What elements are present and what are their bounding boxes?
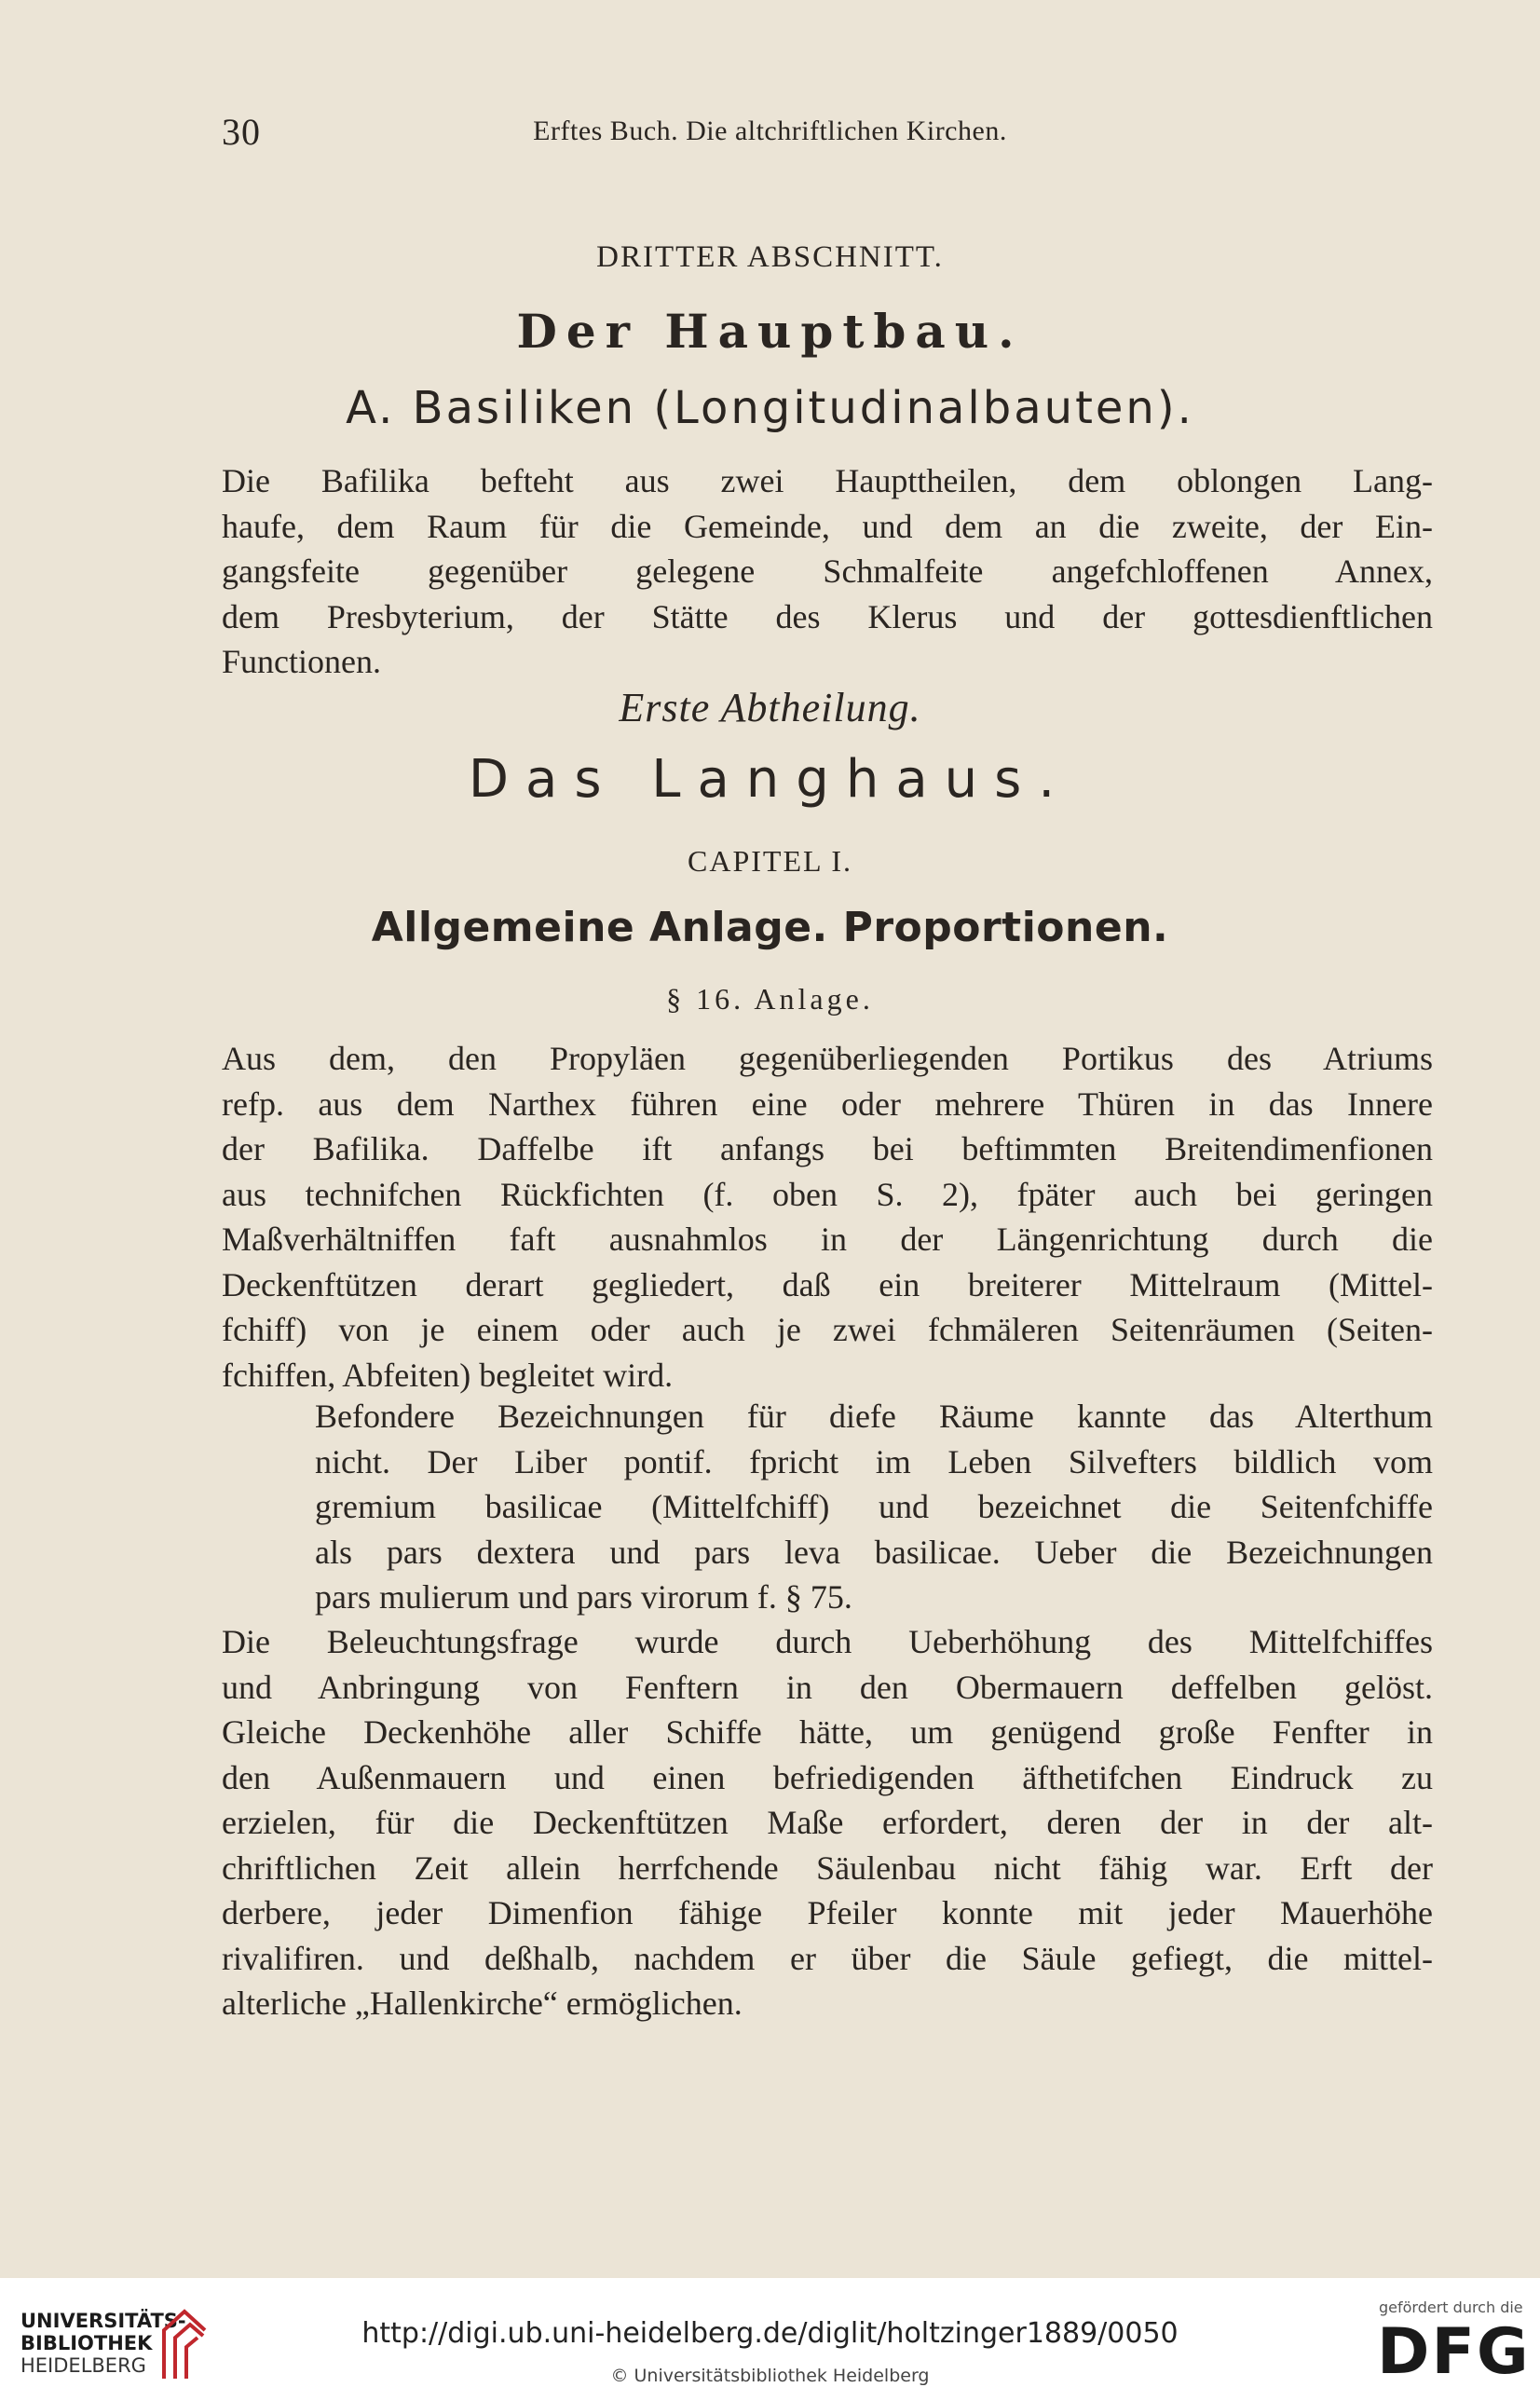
- text-line: derbere, jeder Dimenfion fähige Pfeiler konnte mit jeder Mauerhöhe: [222, 1894, 1433, 1931]
- text-line: Functionen.: [222, 643, 381, 680]
- funded-by-label: gefördert durch die: [1379, 2299, 1523, 2316]
- text-line: erzielen, für die Deckenftützen Maße erfordert, deren der in der alt-: [222, 1804, 1433, 1841]
- text-line: nicht. Der Liber pontif. fpricht im Leben Silvefters bildlich vom: [315, 1442, 1433, 1480]
- text-line: der Bafilika. Daffelbe ift anfangs bei beftimmten Breitendimenfionen: [222, 1130, 1433, 1167]
- running-head: Erftes Buch. Die altchriftlichen Kirchen.: [533, 116, 1007, 146]
- text-line: haufe, dem Raum für die Gemeinde, und dem an die zweite, der Ein-: [222, 507, 1433, 545]
- paragraph-heading: § 16. Anlage.: [666, 982, 874, 1016]
- text-line: gremium basilicae (Mittelfchiff) und bezeichnet die Seitenfchiffe: [315, 1488, 1433, 1525]
- text-line: pars mulierum und pars virorum f. § 75.: [315, 1578, 852, 1616]
- text-line: Befondere Bezeichnungen für diefe Räume kannte das Alterthum: [315, 1398, 1433, 1435]
- text-line: als pars dextera und pars leva basilicae. Ueber die Bezeichnungen: [315, 1533, 1433, 1571]
- paragraph-3: [222, 1619, 1433, 2026]
- text-line: Die Bafilika befteht aus zwei Haupttheilen, dem oblongen Lang-: [222, 462, 1433, 499]
- text-line: und Anbringung von Fenftern in den Obermauern deffelben gelöst.: [222, 1668, 1433, 1706]
- sub-title: A. Basiliken (Longitudinalbauten).: [346, 382, 1194, 434]
- chapter-title: Allgemeine Anlage. Proportionen.: [371, 904, 1169, 951]
- text-line: Maßverhältniffen faft ausnahmlos in der Längenrichtung durch die: [222, 1221, 1433, 1258]
- text-line: Deckenftützen derart gegliedert, daß ein breiterer Mittelraum (Mittel-: [222, 1265, 1433, 1303]
- text-line: fchiff) von je einem oder auch je zwei fchmäleren Seitenräumen (Seiten-: [222, 1311, 1433, 1348]
- paragraph-2: [315, 1394, 1433, 1620]
- library-name-line2: BIBLIOTHEK: [20, 2332, 153, 2354]
- text-line: fchiffen, Abfeiten) begleitet wird.: [222, 1356, 674, 1394]
- text-line: alterliche „Hallenkirche“ ermöglichen.: [222, 1985, 743, 2022]
- text-line: Gleiche Deckenhöhe aller Schiffe hätte, um genügend große Fenfter in: [222, 1713, 1433, 1751]
- intro-paragraph: [222, 458, 1433, 685]
- text-line: refp. aus dem Narthex führen eine oder mehrere Thüren in das Innere: [222, 1085, 1433, 1123]
- dfg-logo: DFG: [1377, 2315, 1531, 2389]
- paragraph-1: [222, 1036, 1433, 1398]
- page-number: 30: [222, 111, 261, 153]
- text-line: aus technifchen Rückfichten (f. oben S. 2), fpäter auch bei geringen: [222, 1175, 1433, 1213]
- text-line: gangsfeite gegenüber gelegene Schmalfeite angefchloffenen Annex,: [222, 553, 1433, 590]
- chapter-label: CAPITEL I.: [687, 844, 852, 878]
- division-title: Das Langhaus.: [468, 749, 1072, 810]
- text-line: chriftlichen Zeit allein herrfchende Säulenbau nicht fähig war. Erft der: [222, 1848, 1433, 1887]
- text-line: rivalifiren. und deßhalb, nachdem er über die Säule gefiegt, die mittel-: [222, 1939, 1433, 1977]
- text-line: den Außenmauern und einen befriedigenden äfthetifchen Eindruck zu: [222, 1758, 1433, 1796]
- text-line: Aus dem, den Propyläen gegenüberliegenden Portikus des Atriums: [222, 1040, 1433, 1077]
- division-label: Erste Abtheilung.: [619, 685, 921, 730]
- main-title: Der Hauptbau.: [516, 304, 1024, 359]
- digitization-footer: [0, 2278, 1540, 2401]
- copyright-notice: © Universitätsbibliothek Heidelberg: [610, 2366, 930, 2386]
- library-name-line3: HEIDELBERG: [20, 2354, 146, 2377]
- section-label: DRITTER ABSCHNITT.: [596, 240, 944, 274]
- page-header: [0, 110, 1540, 157]
- text-line: dem Presbyterium, der Stätte des Klerus und der gottesdienftlichen: [222, 597, 1433, 635]
- text-line: Die Beleuchtungsfrage wurde durch Ueberhöhung des Mittelfchiffes: [222, 1623, 1433, 1660]
- permalink-url[interactable]: http://digi.ub.uni-heidelberg.de/diglit/holtzinger1889/0050: [361, 2317, 1179, 2350]
- library-name-line1: UNIVERSITÄTS-: [20, 2310, 186, 2332]
